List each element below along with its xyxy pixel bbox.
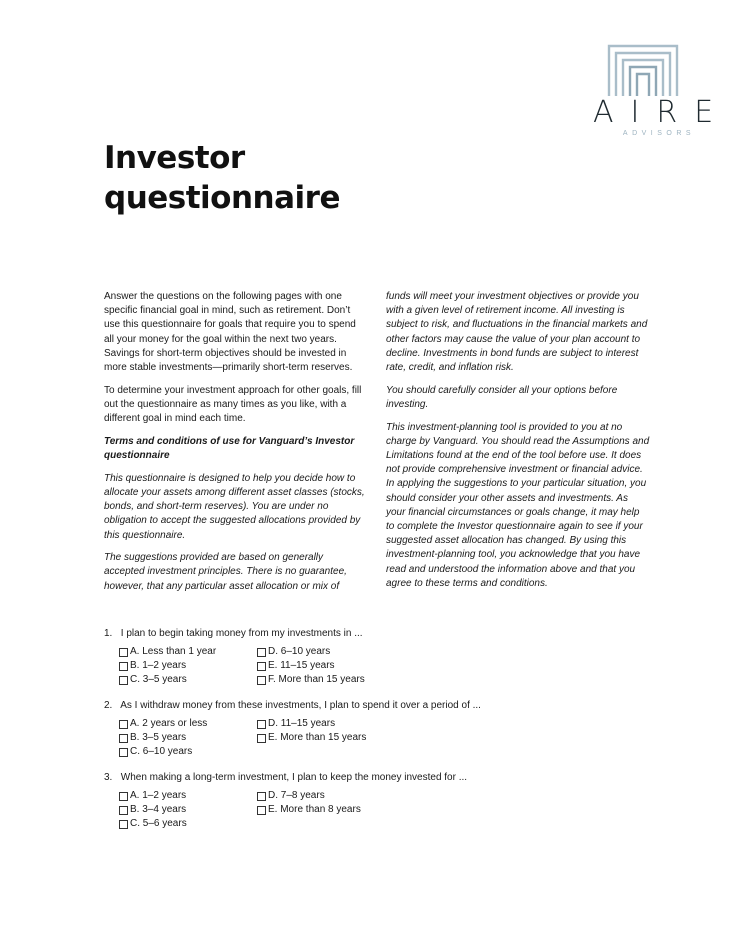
- question-text: I plan to begin taking money from my investments in ...: [120, 628, 363, 639]
- intro-paragraph-2: To determine your investment approach for other goals, fill out the questionnaire as many times as you like, with a different goal in mind each time.: [104, 384, 362, 425]
- option-3e[interactable]: E. More than 8 years: [257, 803, 397, 817]
- terms-heading: Terms and conditions of use for Vanguard’s Investor questionnaire: [104, 435, 355, 462]
- checkbox[interactable]: [119, 792, 128, 801]
- terms-paragraph-5: This investment-planning tool is provided to you at no charge by Vanguard. You should read the Assumptions and Limitations found at the end of the tool before use. It does not provide comprehensive investment or financial advice. In applying the suggestions to your particular situation, you should consider your other assets and investments. As your financial circumstances or goals change, it may help to complete the Investor questionnaire again to see if your suggested asset allocation has changed. By using this investment-planning tool, you acknowledge that you have read and understood the information above and that you agree to these terms and conditions.: [386, 421, 650, 589]
- checkbox[interactable]: [119, 720, 128, 729]
- question-number: 2.: [104, 700, 113, 711]
- page-title: [104, 138, 340, 218]
- checkbox[interactable]: [257, 676, 266, 685]
- checkbox[interactable]: [119, 676, 128, 685]
- option-1e[interactable]: E. 11–15 years: [257, 659, 397, 673]
- intro-left-column: [104, 290, 366, 602]
- option-1c[interactable]: C. 3–5 years: [119, 673, 257, 687]
- aire-advisors-logo: [583, 44, 731, 140]
- checkbox[interactable]: [119, 648, 128, 657]
- question-number: 1.: [104, 628, 113, 639]
- checkbox[interactable]: [257, 720, 266, 729]
- checkbox[interactable]: [257, 734, 266, 743]
- option-1f[interactable]: F. More than 15 years: [257, 673, 397, 687]
- question-text: As I withdraw money from these investments, I plan to spend it over a period of ...: [120, 700, 481, 711]
- question-3: [104, 771, 664, 831]
- option-2e[interactable]: E. More than 15 years: [257, 731, 397, 745]
- option-2d[interactable]: D. 11–15 years: [257, 717, 397, 731]
- question-text: When making a long-term investment, I plan to keep the money invested for ...: [120, 772, 468, 783]
- option-1a[interactable]: A. Less than 1 year: [119, 645, 257, 659]
- title-line-2: questionnaire: [104, 180, 340, 216]
- logo-subtitle: ADVISORS: [622, 130, 696, 137]
- title-line-1: Investor: [104, 140, 245, 176]
- checkbox[interactable]: [257, 662, 266, 671]
- option-2b[interactable]: B. 3–5 years: [119, 731, 257, 745]
- terms-paragraph-2: The suggestions provided are based on generally accepted investment principles. There is no guarantee, however, that any particular asset allocation or mix of: [104, 552, 347, 592]
- option-2c[interactable]: C. 6–10 years: [119, 745, 257, 759]
- logo-wordmark: AIRE: [593, 95, 731, 130]
- checkbox[interactable]: [257, 648, 266, 657]
- checkbox[interactable]: [119, 748, 128, 757]
- option-3b[interactable]: B. 3–4 years: [119, 803, 257, 817]
- option-3d[interactable]: D. 7–8 years: [257, 789, 397, 803]
- terms-paragraph-4: You should carefully consider all your options before investing.: [386, 384, 618, 410]
- intro-paragraph: Answer the questions on the following pages with one specific financial goal in mind, such as retirement. Don’t use this questionnaire for goals that require you to spend all your money for the goal within the next two years. Savings for short-term objectives should be invested in more stable investments—primarily short-term reserves.: [104, 291, 356, 374]
- option-1d[interactable]: D. 6–10 years: [257, 645, 397, 659]
- question-number: 3.: [104, 772, 113, 783]
- checkbox[interactable]: [257, 806, 266, 815]
- terms-paragraph-1: This questionnaire is designed to help you decide how to allocate your assets among different asset classes (stocks, bonds, and short-term reserves). You are under no obligation to accept the suggested allocations provided by this questionnaire.: [104, 472, 365, 541]
- questionnaire: [104, 627, 664, 843]
- checkbox[interactable]: [257, 792, 266, 801]
- checkbox[interactable]: [119, 662, 128, 671]
- logo-mark-icon: [607, 44, 679, 96]
- terms-paragraph-3: funds will meet your investment objectives or provide you with a given level of retirement income. All investing is subject to risk, and fluctuations in the financial markets and other factors may cause the value of your plan account to decline. Investments in bond funds are subject to interest rate, credit, and inflation risk.: [386, 291, 648, 374]
- terms-right-column: [386, 290, 650, 600]
- option-3c[interactable]: C. 5–6 years: [119, 817, 257, 831]
- question-1: [104, 627, 664, 687]
- checkbox[interactable]: [119, 734, 128, 743]
- question-2: [104, 699, 664, 759]
- checkbox[interactable]: [119, 820, 128, 829]
- checkbox[interactable]: [119, 806, 128, 815]
- option-2a[interactable]: A. 2 years or less: [119, 717, 257, 731]
- option-1b[interactable]: B. 1–2 years: [119, 659, 257, 673]
- option-3a[interactable]: A. 1–2 years: [119, 789, 257, 803]
